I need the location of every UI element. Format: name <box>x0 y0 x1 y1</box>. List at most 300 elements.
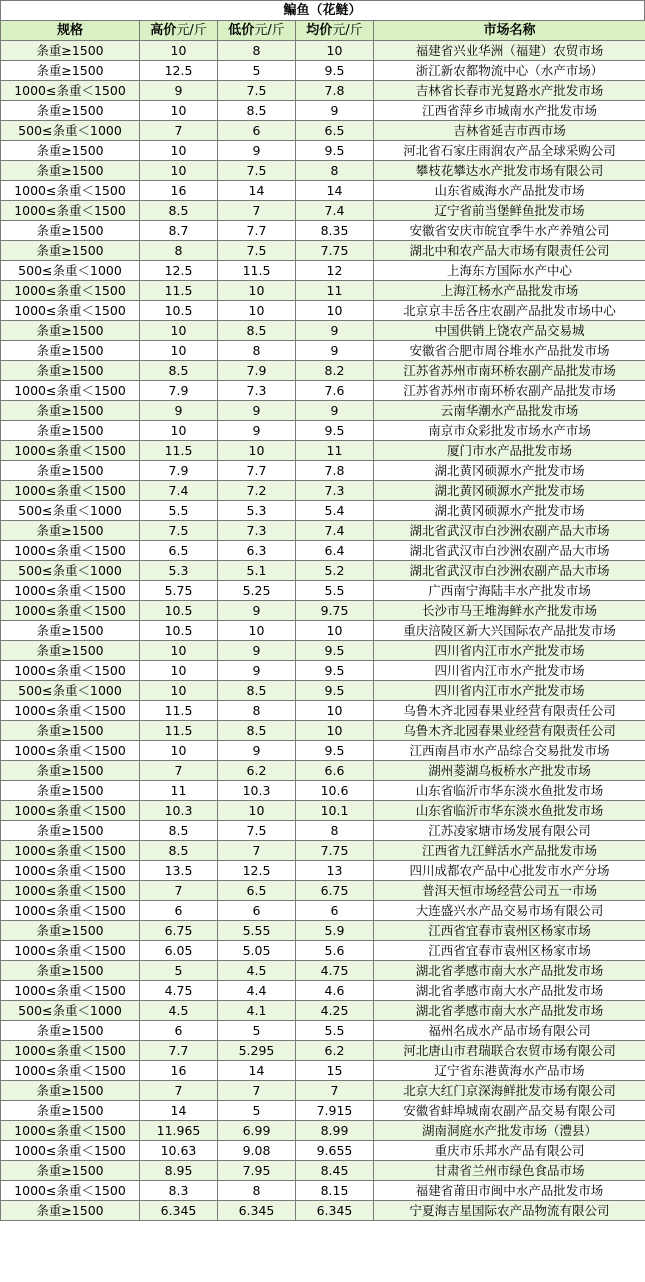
cell-high-price: 6.5 <box>140 541 218 561</box>
cell-market-name: 浙江新农都物流中心（水产市场） <box>374 61 645 81</box>
cell-market-name: 湖南洞庭水产批发市场（澧县） <box>374 1121 645 1141</box>
cell-low-price: 8.5 <box>218 721 296 741</box>
cell-spec: 条重≥1500 <box>1 321 140 341</box>
cell-spec: 1000≤条重＜1500 <box>1 1181 140 1201</box>
cell-market-name: 南京市众彩批发市场水产市场 <box>374 421 645 441</box>
cell-spec: 1000≤条重＜1500 <box>1 181 140 201</box>
cell-low-price: 9 <box>218 741 296 761</box>
cell-market-name: 湖北省孝感市南大水产品批发市场 <box>374 961 645 981</box>
cell-spec: 条重≥1500 <box>1 621 140 641</box>
cell-high-price: 10 <box>140 41 218 61</box>
cell-spec: 条重≥1500 <box>1 341 140 361</box>
cell-avg-price: 6.6 <box>296 761 374 781</box>
cell-market-name: 福建省兴业华洲（福建）农贸市场 <box>374 41 645 61</box>
cell-high-price: 10 <box>140 141 218 161</box>
cell-low-price: 5 <box>218 61 296 81</box>
table-row <box>1 321 645 341</box>
cell-market-name: 普洱天恒市场经营公司五一市场 <box>374 881 645 901</box>
table-row <box>1 541 645 561</box>
cell-high-price: 8.3 <box>140 1181 218 1201</box>
cell-avg-price: 7.6 <box>296 381 374 401</box>
table-row <box>1 861 645 881</box>
cell-market-name: 安徽省安庆市皖宜季牛水产养殖公司 <box>374 221 645 241</box>
cell-low-price: 7 <box>218 841 296 861</box>
cell-market-name: 湖北黄冈硕源水产批发市场 <box>374 481 645 501</box>
table-row <box>1 761 645 781</box>
cell-spec: 条重≥1500 <box>1 1201 140 1221</box>
cell-high-price: 10 <box>140 321 218 341</box>
cell-spec: 500≤条重＜1000 <box>1 121 140 141</box>
cell-high-price: 8.5 <box>140 201 218 221</box>
table-row <box>1 1101 645 1121</box>
cell-spec: 条重≥1500 <box>1 961 140 981</box>
cell-market-name: 河北省石家庄雨润农产品全球采购公司 <box>374 141 645 161</box>
table-row <box>1 61 645 81</box>
header-row <box>1 21 645 41</box>
cell-spec: 条重≥1500 <box>1 521 140 541</box>
cell-spec: 1000≤条重＜1500 <box>1 1061 140 1081</box>
cell-market-name: 重庆涪陵区新大兴国际农产品批发市场 <box>374 621 645 641</box>
cell-market-name: 湖北省武汉市白沙洲农副产品大市场 <box>374 541 645 561</box>
cell-high-price: 13.5 <box>140 861 218 881</box>
cell-low-price: 9 <box>218 641 296 661</box>
table-row <box>1 1041 645 1061</box>
cell-spec: 1000≤条重＜1500 <box>1 661 140 681</box>
table-body <box>1 41 645 1221</box>
cell-market-name: 湖北黄冈硕源水产批发市场 <box>374 461 645 481</box>
table-row <box>1 581 645 601</box>
cell-avg-price: 12 <box>296 261 374 281</box>
cell-market-name: 攀枝花攀达水产批发市场有限公司 <box>374 161 645 181</box>
cell-market-name: 辽宁省东港黄海水产品市场 <box>374 1061 645 1081</box>
table-row <box>1 81 645 101</box>
cell-high-price: 7 <box>140 1081 218 1101</box>
table-row <box>1 481 645 501</box>
cell-avg-price: 10.6 <box>296 781 374 801</box>
cell-market-name: 四川省内江市水产批发市场 <box>374 641 645 661</box>
unit-label: 元/斤 <box>332 23 363 38</box>
cell-spec: 1000≤条重＜1500 <box>1 881 140 901</box>
cell-market-name: 湖北黄冈硕源水产批发市场 <box>374 501 645 521</box>
cell-spec: 1000≤条重＜1500 <box>1 441 140 461</box>
cell-spec: 500≤条重＜1000 <box>1 501 140 521</box>
cell-market-name: 湖北省孝感市南大水产品批发市场 <box>374 1001 645 1021</box>
cell-avg-price: 5.5 <box>296 581 374 601</box>
header-spec: 规格 <box>1 21 140 41</box>
table-row <box>1 41 645 61</box>
cell-avg-price: 5.5 <box>296 1021 374 1041</box>
cell-avg-price: 7.3 <box>296 481 374 501</box>
cell-avg-price: 8.15 <box>296 1181 374 1201</box>
cell-market-name: 江西省萍乡市城南水产批发市场 <box>374 101 645 121</box>
cell-high-price: 6 <box>140 901 218 921</box>
cell-low-price: 8.5 <box>218 321 296 341</box>
cell-low-price: 5 <box>218 1021 296 1041</box>
cell-low-price: 4.1 <box>218 1001 296 1021</box>
cell-spec: 500≤条重＜1000 <box>1 1001 140 1021</box>
cell-spec: 1000≤条重＜1500 <box>1 581 140 601</box>
table-row <box>1 921 645 941</box>
cell-avg-price: 8.35 <box>296 221 374 241</box>
cell-market-name: 江西省宜春市袁州区杨家市场 <box>374 941 645 961</box>
table-row <box>1 201 645 221</box>
cell-high-price: 7 <box>140 761 218 781</box>
table-row <box>1 1021 645 1041</box>
cell-market-name: 安徽省蚌埠城南农副产品交易有限公司 <box>374 1101 645 1121</box>
cell-spec: 条重≥1500 <box>1 721 140 741</box>
table-row <box>1 561 645 581</box>
table-row <box>1 341 645 361</box>
cell-spec: 1000≤条重＜1500 <box>1 801 140 821</box>
table-row <box>1 941 645 961</box>
cell-market-name: 四川省内江市水产批发市场 <box>374 681 645 701</box>
cell-spec: 1000≤条重＜1500 <box>1 941 140 961</box>
table-row <box>1 301 645 321</box>
cell-market-name: 中国供销上饶农产品交易城 <box>374 321 645 341</box>
table-row <box>1 501 645 521</box>
cell-avg-price: 7.915 <box>296 1101 374 1121</box>
cell-high-price: 8.5 <box>140 821 218 841</box>
cell-spec: 条重≥1500 <box>1 161 140 181</box>
cell-high-price: 9 <box>140 81 218 101</box>
cell-spec: 500≤条重＜1000 <box>1 561 140 581</box>
cell-spec: 1000≤条重＜1500 <box>1 81 140 101</box>
cell-avg-price: 5.9 <box>296 921 374 941</box>
cell-spec: 条重≥1500 <box>1 401 140 421</box>
cell-high-price: 10 <box>140 161 218 181</box>
cell-avg-price: 6.5 <box>296 121 374 141</box>
cell-market-name: 湖北中和农产品大市场有限责任公司 <box>374 241 645 261</box>
cell-market-name: 长沙市马王堆海鲜水产批发市场 <box>374 601 645 621</box>
cell-avg-price: 9 <box>296 101 374 121</box>
table-row <box>1 721 645 741</box>
cell-market-name: 江西省九江鲜活水产品批发市场 <box>374 841 645 861</box>
cell-high-price: 11.5 <box>140 281 218 301</box>
cell-avg-price: 7.4 <box>296 521 374 541</box>
cell-low-price: 14 <box>218 1061 296 1081</box>
cell-market-name: 上海江杨水产品批发市场 <box>374 281 645 301</box>
cell-market-name: 甘肃省兰州市绿色食品市场 <box>374 1161 645 1181</box>
cell-high-price: 4.5 <box>140 1001 218 1021</box>
cell-spec: 1000≤条重＜1500 <box>1 541 140 561</box>
cell-spec: 条重≥1500 <box>1 141 140 161</box>
cell-avg-price: 6.4 <box>296 541 374 561</box>
table-row <box>1 121 645 141</box>
cell-high-price: 10.5 <box>140 601 218 621</box>
cell-low-price: 9 <box>218 141 296 161</box>
cell-avg-price: 14 <box>296 181 374 201</box>
cell-avg-price: 8 <box>296 161 374 181</box>
cell-avg-price: 8.45 <box>296 1161 374 1181</box>
cell-avg-price: 9.5 <box>296 741 374 761</box>
cell-avg-price: 9 <box>296 401 374 421</box>
cell-market-name: 福州名成水产品市场有限公司 <box>374 1021 645 1041</box>
cell-high-price: 7.5 <box>140 521 218 541</box>
cell-high-price: 16 <box>140 181 218 201</box>
cell-low-price: 9 <box>218 401 296 421</box>
cell-high-price: 10 <box>140 101 218 121</box>
cell-avg-price: 9 <box>296 321 374 341</box>
cell-spec: 条重≥1500 <box>1 461 140 481</box>
cell-high-price: 10 <box>140 681 218 701</box>
cell-spec: 1000≤条重＜1500 <box>1 741 140 761</box>
cell-low-price: 10 <box>218 441 296 461</box>
table-row <box>1 741 645 761</box>
cell-avg-price: 6.2 <box>296 1041 374 1061</box>
cell-high-price: 11.965 <box>140 1121 218 1141</box>
unit-label: 元/斤 <box>176 23 207 38</box>
cell-market-name: 上海东方国际水产中心 <box>374 261 645 281</box>
cell-high-price: 10.5 <box>140 301 218 321</box>
cell-avg-price: 8 <box>296 821 374 841</box>
cell-low-price: 10 <box>218 301 296 321</box>
cell-market-name: 安徽省合肥市周谷堆水产品批发市场 <box>374 341 645 361</box>
header-high: 高价元/斤 <box>140 21 218 41</box>
cell-market-name: 江西省宜春市袁州区杨家市场 <box>374 921 645 941</box>
table-row <box>1 441 645 461</box>
cell-low-price: 6 <box>218 121 296 141</box>
cell-spec: 1000≤条重＜1500 <box>1 981 140 1001</box>
cell-high-price: 10.63 <box>140 1141 218 1161</box>
table-row <box>1 1141 645 1161</box>
cell-spec: 条重≥1500 <box>1 1021 140 1041</box>
cell-avg-price: 11 <box>296 441 374 461</box>
cell-spec: 条重≥1500 <box>1 421 140 441</box>
cell-market-name: 四川成都农产品中心批发市水产分场 <box>374 861 645 881</box>
table-row <box>1 901 645 921</box>
cell-spec: 条重≥1500 <box>1 361 140 381</box>
table-row <box>1 881 645 901</box>
cell-market-name: 湖北省武汉市白沙洲农副产品大市场 <box>374 521 645 541</box>
table-row <box>1 701 645 721</box>
cell-avg-price: 6 <box>296 901 374 921</box>
cell-spec: 条重≥1500 <box>1 61 140 81</box>
cell-low-price: 5.3 <box>218 501 296 521</box>
cell-low-price: 5.05 <box>218 941 296 961</box>
cell-avg-price: 6.75 <box>296 881 374 901</box>
cell-high-price: 7.4 <box>140 481 218 501</box>
header-low: 低价元/斤 <box>218 21 296 41</box>
table-row <box>1 621 645 641</box>
cell-low-price: 6.3 <box>218 541 296 561</box>
cell-low-price: 7.5 <box>218 241 296 261</box>
cell-spec: 条重≥1500 <box>1 41 140 61</box>
table-row <box>1 1061 645 1081</box>
cell-low-price: 14 <box>218 181 296 201</box>
cell-low-price: 8.5 <box>218 101 296 121</box>
table-row <box>1 841 645 861</box>
cell-low-price: 10.3 <box>218 781 296 801</box>
cell-spec: 1000≤条重＜1500 <box>1 701 140 721</box>
cell-avg-price: 9.5 <box>296 421 374 441</box>
cell-high-price: 10 <box>140 341 218 361</box>
cell-low-price: 5.25 <box>218 581 296 601</box>
cell-market-name: 宁夏海吉星国际农产品物流有限公司 <box>374 1201 645 1221</box>
cell-low-price: 6.5 <box>218 881 296 901</box>
cell-low-price: 9.08 <box>218 1141 296 1161</box>
cell-high-price: 9 <box>140 401 218 421</box>
price-table <box>0 20 645 1221</box>
unit-label: 元/斤 <box>254 23 285 38</box>
cell-high-price: 7.7 <box>140 1041 218 1061</box>
cell-high-price: 11 <box>140 781 218 801</box>
cell-high-price: 11.5 <box>140 721 218 741</box>
table-row <box>1 1081 645 1101</box>
cell-market-name: 山东省临沂市华东淡水鱼批发市场 <box>374 801 645 821</box>
cell-spec: 1000≤条重＜1500 <box>1 901 140 921</box>
cell-low-price: 6.345 <box>218 1201 296 1221</box>
cell-high-price: 16 <box>140 1061 218 1081</box>
cell-spec: 条重≥1500 <box>1 821 140 841</box>
table-row <box>1 461 645 481</box>
cell-high-price: 10 <box>140 741 218 761</box>
cell-avg-price: 10 <box>296 301 374 321</box>
cell-high-price: 8.95 <box>140 1161 218 1181</box>
cell-low-price: 8.5 <box>218 681 296 701</box>
cell-high-price: 8 <box>140 241 218 261</box>
table-row <box>1 1001 645 1021</box>
table-row <box>1 1181 645 1201</box>
cell-low-price: 9 <box>218 601 296 621</box>
cell-low-price: 8 <box>218 41 296 61</box>
cell-market-name: 湖北省孝感市南大水产品批发市场 <box>374 981 645 1001</box>
cell-spec: 1000≤条重＜1500 <box>1 841 140 861</box>
cell-market-name: 福建省莆田市闽中水产品批发市场 <box>374 1181 645 1201</box>
cell-low-price: 6.99 <box>218 1121 296 1141</box>
cell-market-name: 北京京丰岳各庄农副产品批发市场中心 <box>374 301 645 321</box>
table-row <box>1 221 645 241</box>
cell-spec: 500≤条重＜1000 <box>1 261 140 281</box>
cell-spec: 500≤条重＜1000 <box>1 681 140 701</box>
cell-spec: 1000≤条重＜1500 <box>1 601 140 621</box>
cell-avg-price: 5.4 <box>296 501 374 521</box>
cell-high-price: 12.5 <box>140 261 218 281</box>
cell-low-price: 7 <box>218 201 296 221</box>
cell-high-price: 6.345 <box>140 1201 218 1221</box>
table-row <box>1 1201 645 1221</box>
cell-high-price: 10 <box>140 641 218 661</box>
cell-high-price: 14 <box>140 1101 218 1121</box>
cell-low-price: 4.5 <box>218 961 296 981</box>
table-row <box>1 281 645 301</box>
cell-market-name: 重庆市乐邦水产品有限公司 <box>374 1141 645 1161</box>
table-row <box>1 521 645 541</box>
cell-high-price: 12.5 <box>140 61 218 81</box>
cell-low-price: 5.295 <box>218 1041 296 1061</box>
cell-high-price: 10 <box>140 661 218 681</box>
cell-low-price: 6 <box>218 901 296 921</box>
cell-spec: 条重≥1500 <box>1 241 140 261</box>
cell-low-price: 7.7 <box>218 221 296 241</box>
cell-avg-price: 7.8 <box>296 81 374 101</box>
table-row <box>1 821 645 841</box>
table-row <box>1 961 645 981</box>
cell-market-name: 吉林省延吉市西市场 <box>374 121 645 141</box>
cell-high-price: 8.5 <box>140 361 218 381</box>
cell-market-name: 江西南昌市水产品综合交易批发市场 <box>374 741 645 761</box>
cell-market-name: 乌鲁木齐北园春果业经营有限责任公司 <box>374 721 645 741</box>
table-row <box>1 801 645 821</box>
header-avg: 均价元/斤 <box>296 21 374 41</box>
cell-high-price: 11.5 <box>140 441 218 461</box>
cell-market-name: 江苏省苏州市南环桥农副产品批发市场 <box>374 381 645 401</box>
cell-low-price: 8 <box>218 701 296 721</box>
cell-high-price: 5.5 <box>140 501 218 521</box>
cell-avg-price: 13 <box>296 861 374 881</box>
table-row <box>1 381 645 401</box>
cell-high-price: 7.9 <box>140 381 218 401</box>
cell-avg-price: 9.5 <box>296 641 374 661</box>
table-row <box>1 361 645 381</box>
table-row <box>1 161 645 181</box>
cell-market-name: 江苏省苏州市南环桥农副产品批发市场 <box>374 361 645 381</box>
cell-spec: 条重≥1500 <box>1 1081 140 1101</box>
cell-market-name: 湖州菱湖乌板桥水产批发市场 <box>374 761 645 781</box>
cell-avg-price: 9 <box>296 341 374 361</box>
cell-market-name: 四川省内江市水产批发市场 <box>374 661 645 681</box>
table-title: 鳊鱼（花鲢） <box>0 0 645 20</box>
cell-spec: 条重≥1500 <box>1 761 140 781</box>
cell-market-name: 厦门市水产品批发市场 <box>374 441 645 461</box>
cell-market-name: 江苏凌家塘市场发展有限公司 <box>374 821 645 841</box>
cell-low-price: 7.3 <box>218 381 296 401</box>
cell-market-name: 乌鲁木齐北园春果业经营有限责任公司 <box>374 701 645 721</box>
table-row <box>1 261 645 281</box>
cell-avg-price: 5.6 <box>296 941 374 961</box>
cell-avg-price: 4.25 <box>296 1001 374 1021</box>
cell-avg-price: 7.75 <box>296 841 374 861</box>
table-row <box>1 981 645 1001</box>
cell-high-price: 10.5 <box>140 621 218 641</box>
cell-spec: 1000≤条重＜1500 <box>1 1141 140 1161</box>
cell-avg-price: 9.5 <box>296 141 374 161</box>
cell-high-price: 7 <box>140 881 218 901</box>
cell-spec: 条重≥1500 <box>1 921 140 941</box>
cell-high-price: 5 <box>140 961 218 981</box>
cell-spec: 1000≤条重＜1500 <box>1 1121 140 1141</box>
table-row <box>1 141 645 161</box>
cell-low-price: 7.2 <box>218 481 296 501</box>
table-row <box>1 181 645 201</box>
cell-avg-price: 9.5 <box>296 681 374 701</box>
cell-spec: 1000≤条重＜1500 <box>1 481 140 501</box>
table-row <box>1 241 645 261</box>
cell-avg-price: 6.345 <box>296 1201 374 1221</box>
cell-spec: 1000≤条重＜1500 <box>1 381 140 401</box>
cell-high-price: 6 <box>140 1021 218 1041</box>
cell-high-price: 6.75 <box>140 921 218 941</box>
header-market: 市场名称 <box>374 21 645 41</box>
cell-spec: 1000≤条重＜1500 <box>1 861 140 881</box>
cell-low-price: 9 <box>218 421 296 441</box>
cell-avg-price: 7 <box>296 1081 374 1101</box>
cell-high-price: 8.5 <box>140 841 218 861</box>
table-row <box>1 661 645 681</box>
cell-market-name: 山东省临沂市华东淡水鱼批发市场 <box>374 781 645 801</box>
cell-spec: 条重≥1500 <box>1 1101 140 1121</box>
cell-avg-price: 4.6 <box>296 981 374 1001</box>
cell-low-price: 7.95 <box>218 1161 296 1181</box>
cell-low-price: 10 <box>218 801 296 821</box>
cell-spec: 条重≥1500 <box>1 101 140 121</box>
cell-spec: 条重≥1500 <box>1 781 140 801</box>
cell-avg-price: 8.99 <box>296 1121 374 1141</box>
cell-low-price: 4.4 <box>218 981 296 1001</box>
cell-avg-price: 7.75 <box>296 241 374 261</box>
cell-high-price: 5.3 <box>140 561 218 581</box>
cell-high-price: 6.05 <box>140 941 218 961</box>
cell-avg-price: 10 <box>296 701 374 721</box>
